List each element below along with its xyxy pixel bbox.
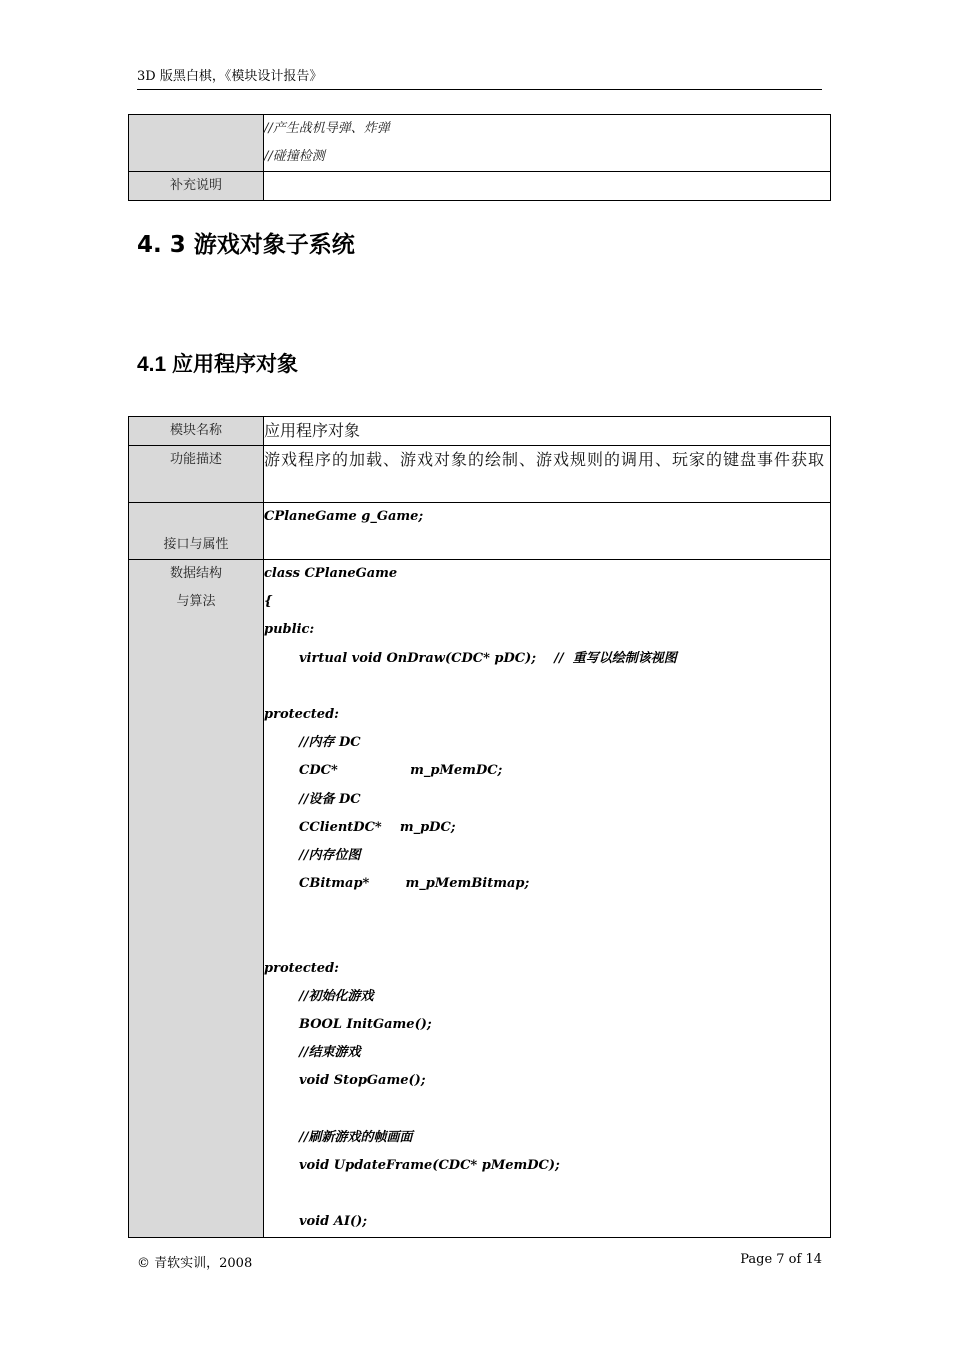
code-blank-line	[264, 1180, 830, 1208]
module-table	[128, 416, 831, 1238]
page-header	[137, 68, 822, 90]
code-line: //刷新游戏的帧画面	[299, 1129, 413, 1145]
interface-label: 接口与属性	[129, 503, 264, 560]
code-line: void UpdateFrame(CDC* pMemDC);	[299, 1157, 560, 1173]
code-line: protected:	[264, 706, 339, 722]
code-blank-line	[264, 1096, 830, 1124]
comment-line: //产生战机导弹、炸弹	[264, 121, 390, 136]
module-name-value: 应用程序对象	[264, 417, 831, 446]
supplement-label: 补充说明	[129, 172, 264, 201]
code-lines	[264, 560, 830, 1237]
code-line: BOOL InitGame();	[299, 1017, 432, 1032]
code-line: virtual void OnDraw(CDC* pDC); // 重写以绘制该视图	[299, 650, 677, 666]
interface-value	[264, 503, 831, 560]
data-structure-label	[129, 560, 264, 1238]
code-line: {	[264, 594, 273, 610]
code-line: void AI();	[299, 1214, 368, 1230]
code-blank-line	[264, 926, 830, 954]
code-line: CBitmap* m_pMemBitmap;	[299, 876, 530, 892]
top-table-empty-label	[129, 115, 264, 172]
code-line: //内存位图	[299, 847, 361, 863]
code-blank-line	[264, 673, 830, 701]
code-line: CDC* m_pMemDC;	[299, 763, 503, 779]
code-line: //设备 DC	[299, 791, 361, 807]
top-table	[128, 114, 831, 201]
section-title: 4. 3 游戏对象子系统	[137, 232, 355, 258]
data-structure-label-line1: 数据结构	[169, 566, 222, 581]
code-line: //结束游戏	[299, 1045, 361, 1061]
subsection-title: 4.1 应用程序对象	[137, 353, 299, 376]
supplement-value	[264, 172, 831, 201]
code-line: void StopGame();	[299, 1073, 426, 1089]
code-line: //初始化游戏	[299, 988, 374, 1004]
top-table-comments	[264, 115, 831, 172]
code-block	[264, 560, 831, 1238]
function-label: 功能描述	[129, 446, 264, 503]
code-line: class CPlaneGame	[264, 566, 398, 581]
module-name-label: 模块名称	[129, 417, 264, 446]
header-title: 3D 版黑白棋，《模块设计报告》	[137, 69, 323, 84]
code-line: //内存 DC	[299, 735, 361, 751]
function-value: 游戏程序的加载、游戏对象的绘制、游戏规则的调用、玩家的键盘事件获取	[264, 446, 831, 503]
data-structure-label-line2: 与算法	[176, 594, 216, 609]
code-line: protected:	[264, 960, 339, 976]
comment-line: //碰撞检测	[264, 149, 325, 164]
footer-copyright: © 青软实训，2008	[137, 1256, 253, 1271]
code-line: CClientDC* m_pDC;	[299, 819, 456, 835]
code-line: public:	[264, 622, 315, 638]
interface-code: CPlaneGame g_Game;	[264, 509, 424, 524]
code-blank-line	[264, 898, 830, 926]
footer-page-number: Page 7 of 14	[740, 1252, 822, 1267]
